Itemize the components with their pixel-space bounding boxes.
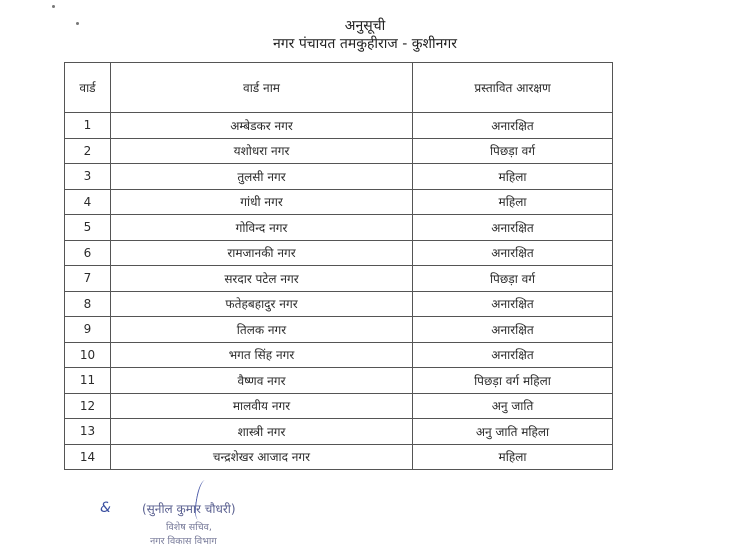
table-row: [65, 393, 613, 419]
ward-name: भगत सिंह नगर: [111, 342, 413, 368]
column-header-ward: वार्ड: [65, 63, 111, 113]
ward-number: 11: [65, 368, 111, 394]
ward-reservation-table: [64, 62, 613, 470]
table-row: [65, 113, 613, 139]
ward-reservation: महिला: [413, 164, 613, 190]
signature-initial-mark: &: [100, 500, 111, 516]
ward-number: 3: [65, 164, 111, 190]
table-row: [65, 342, 613, 368]
table-row: [65, 317, 613, 343]
signatory-designation: विशेष सचिव,: [166, 522, 212, 533]
ward-name: सरदार पटेल नगर: [111, 266, 413, 292]
signatory-department: नगर विकास विभाग: [150, 536, 217, 547]
table-row: [65, 419, 613, 445]
ward-reservation: महिला: [413, 444, 613, 470]
ward-reservation: अनु जाति महिला: [413, 419, 613, 445]
scan-speck: [52, 5, 55, 8]
ward-number: 12: [65, 393, 111, 419]
table-header-row: [65, 63, 613, 113]
ward-reservation: अनारक्षित: [413, 317, 613, 343]
ward-reservation: पिछड़ा वर्ग: [413, 266, 613, 292]
ward-reservation: अनारक्षित: [413, 291, 613, 317]
table-row: [65, 444, 613, 470]
ward-number: 14: [65, 444, 111, 470]
table-row: [65, 291, 613, 317]
table-row: [65, 164, 613, 190]
column-header-ward-name: वार्ड नाम: [111, 63, 413, 113]
ward-name: तिलक नगर: [111, 317, 413, 343]
ward-name: अम्बेडकर नगर: [111, 113, 413, 139]
ward-reservation: अनु जाति: [413, 393, 613, 419]
table-row: [65, 240, 613, 266]
ward-name: चन्द्रशेखर आजाद नगर: [111, 444, 413, 470]
ward-number: 13: [65, 419, 111, 445]
ward-name: रामजानकी नगर: [111, 240, 413, 266]
ward-name: यशोधरा नगर: [111, 138, 413, 164]
ward-reservation: अनारक्षित: [413, 113, 613, 139]
ward-number: 6: [65, 240, 111, 266]
ward-name: गांधी नगर: [111, 189, 413, 215]
ward-number: 2: [65, 138, 111, 164]
table-row: [65, 266, 613, 292]
table-row: [65, 189, 613, 215]
ward-name: फतेहबहादुर नगर: [111, 291, 413, 317]
table-row: [65, 215, 613, 241]
document-subheading: नगर पंचायत तमकुहीराज - कुशीनगर: [273, 36, 457, 52]
column-header-proposed-reservation: प्रस्तावित आरक्षण: [413, 63, 613, 113]
ward-reservation: अनारक्षित: [413, 342, 613, 368]
ward-reservation: महिला: [413, 189, 613, 215]
ward-number: 10: [65, 342, 111, 368]
ward-name: गोविन्द नगर: [111, 215, 413, 241]
ward-number: 8: [65, 291, 111, 317]
ward-number: 7: [65, 266, 111, 292]
ward-name: वैष्णव नगर: [111, 368, 413, 394]
ward-number: 5: [65, 215, 111, 241]
signatory-name: (सुनील कुमार चौधरी): [142, 502, 236, 516]
ward-reservation: पिछड़ा वर्ग: [413, 138, 613, 164]
ward-number: 1: [65, 113, 111, 139]
table-row: [65, 368, 613, 394]
ward-reservation: पिछड़ा वर्ग महिला: [413, 368, 613, 394]
ward-reservation: अनारक्षित: [413, 240, 613, 266]
ward-number: 9: [65, 317, 111, 343]
document-heading: अनुसूची: [344, 18, 386, 34]
ward-number: 4: [65, 189, 111, 215]
ward-reservation: अनारक्षित: [413, 215, 613, 241]
ward-name: तुलसी नगर: [111, 164, 413, 190]
ward-name: मालवीय नगर: [111, 393, 413, 419]
table-row: [65, 138, 613, 164]
ward-name: शास्त्री नगर: [111, 419, 413, 445]
